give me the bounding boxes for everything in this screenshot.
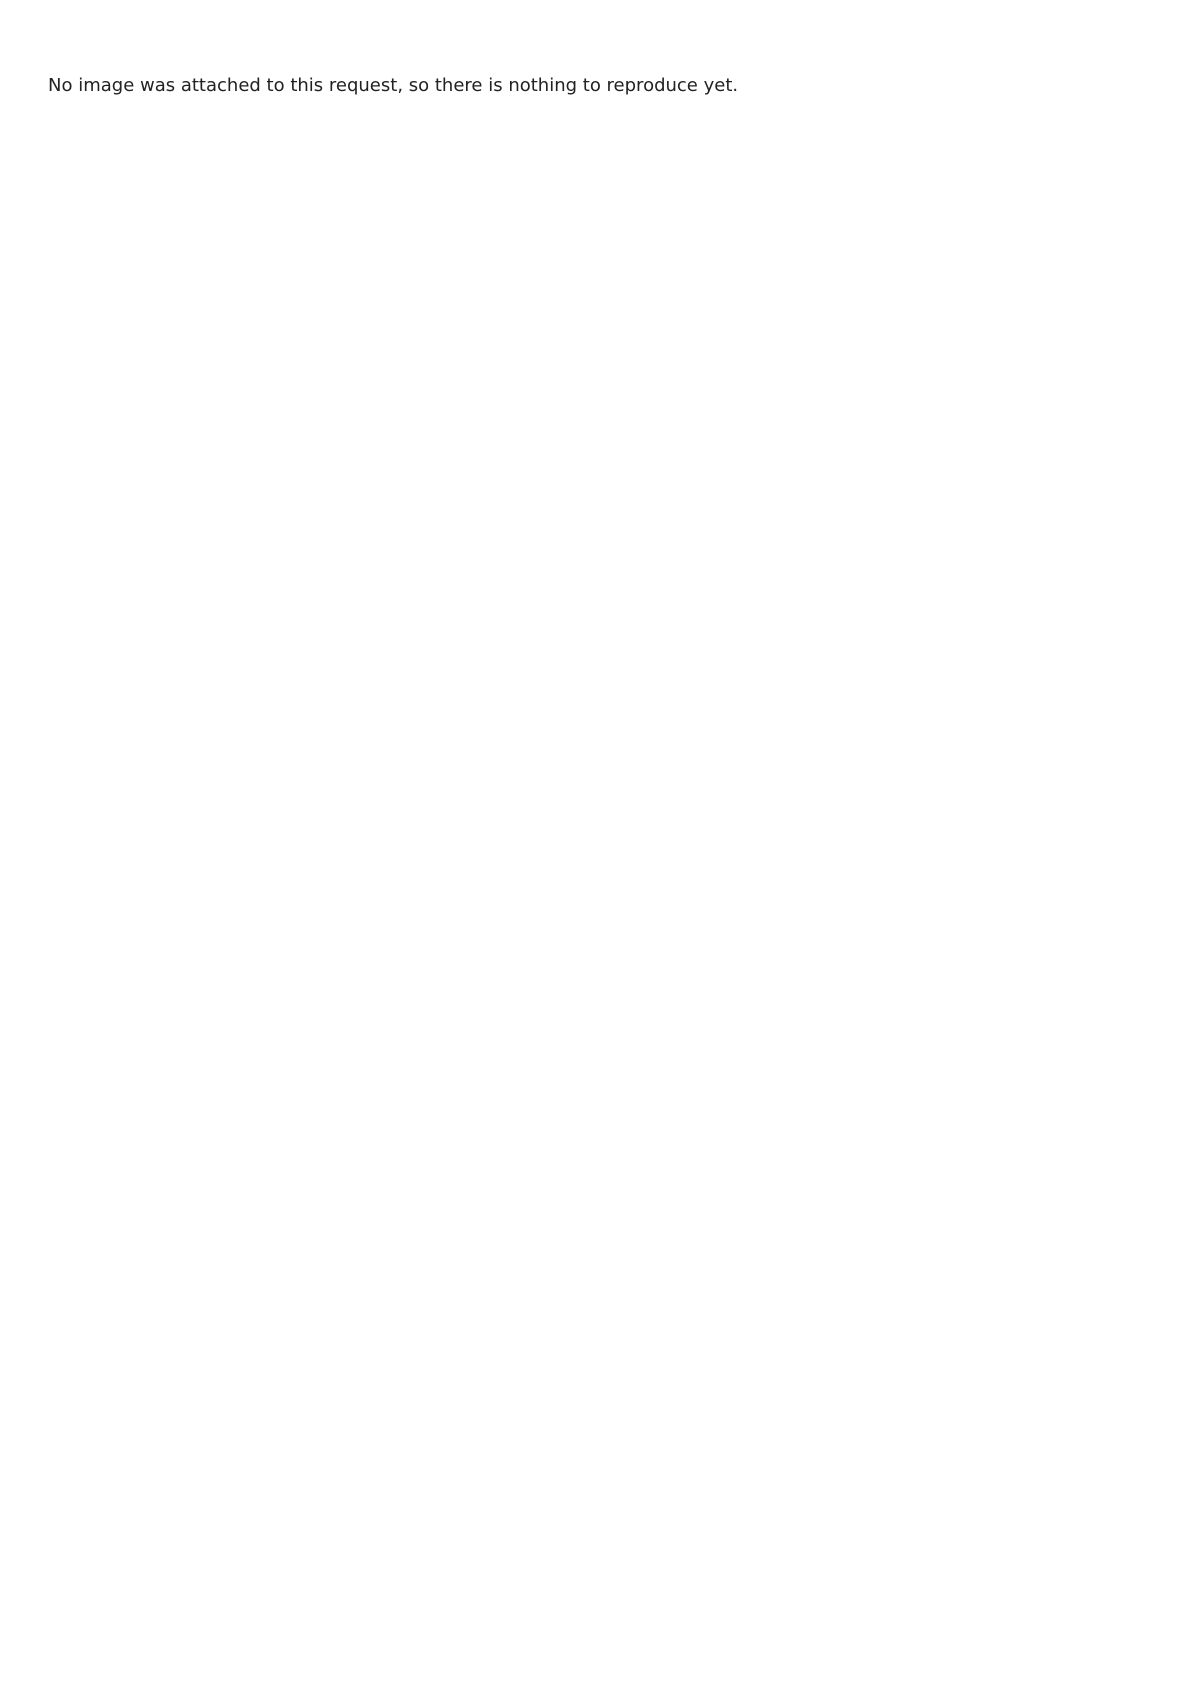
page-message: No image was attached to this request, so there is nothing to reproduce yet. (48, 75, 739, 96)
